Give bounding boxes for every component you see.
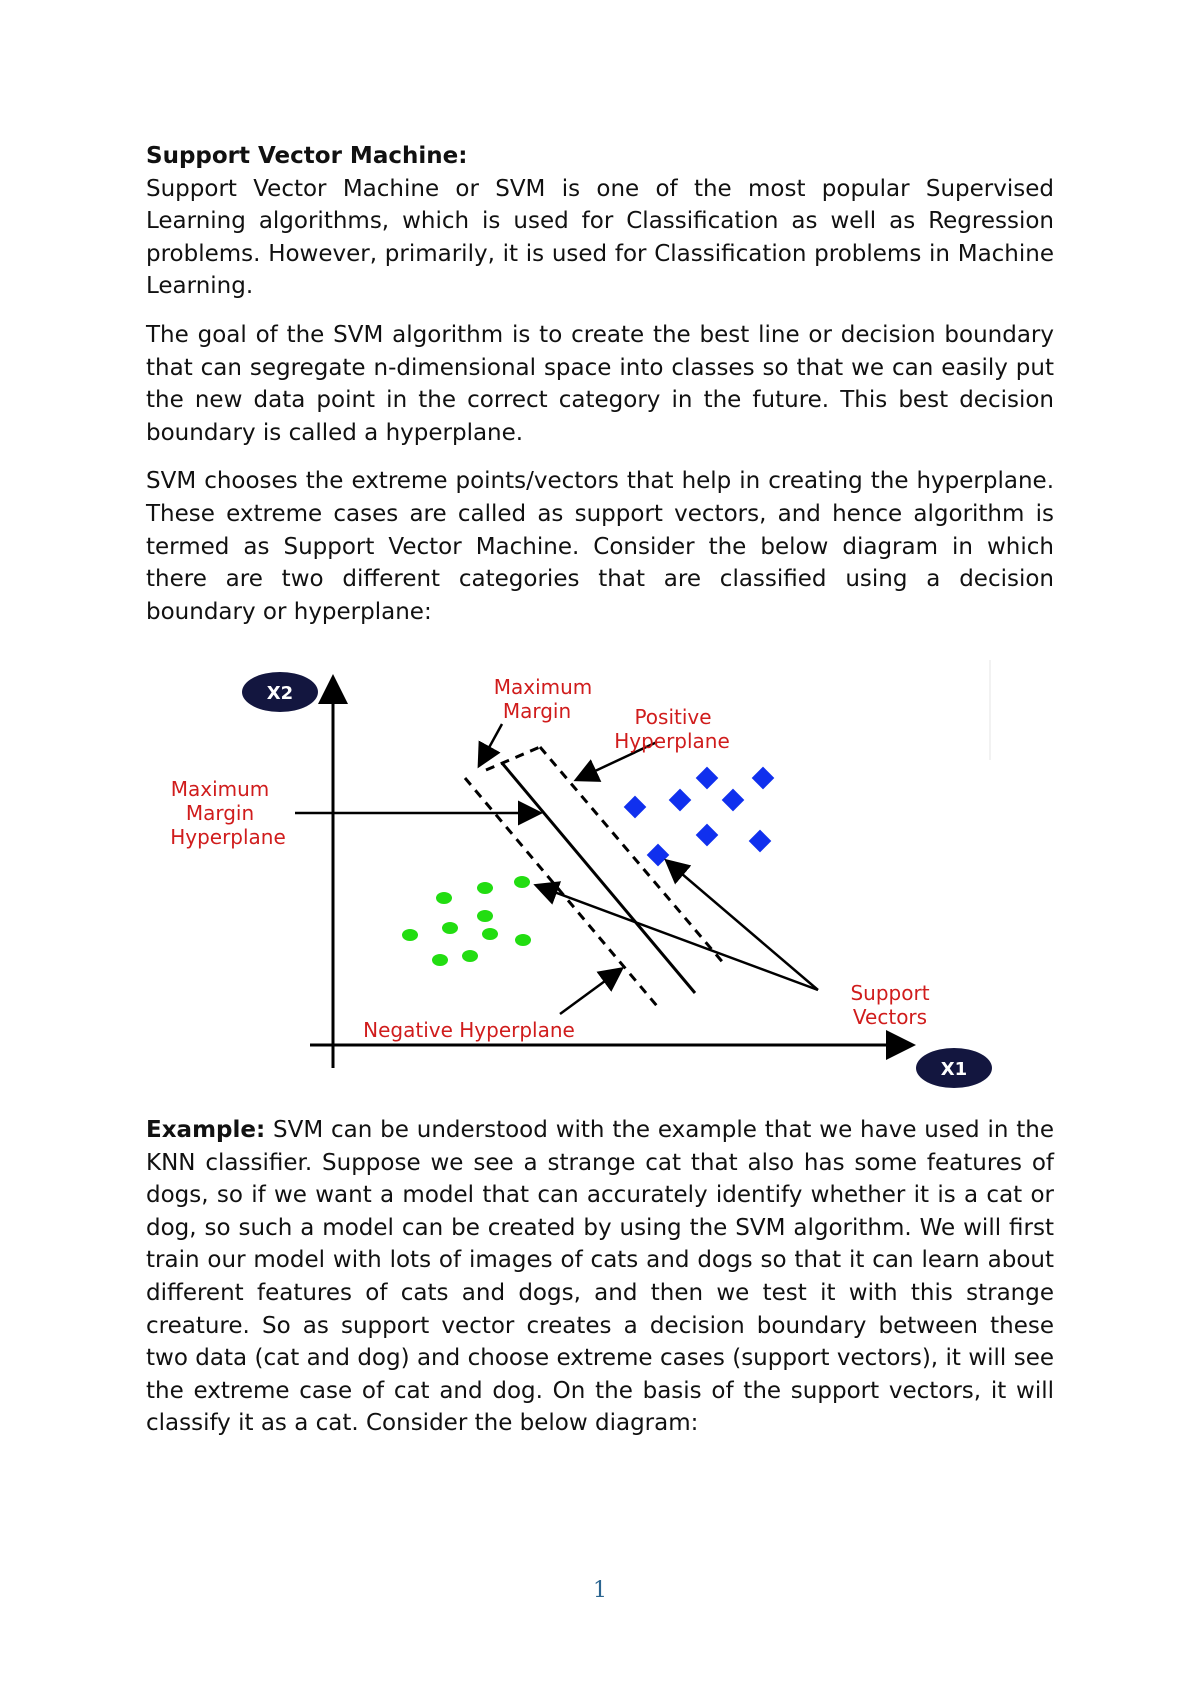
intro-section: [146, 140, 1054, 644]
x1-axis-label: X1: [940, 1059, 968, 1080]
label-positive-hyperplane-2: Hyperplane: [614, 729, 730, 753]
negative-point support-vector: [514, 876, 530, 888]
positive-point support-vector: [647, 844, 670, 867]
label-negative-hyperplane: Negative Hyperplane: [363, 1018, 575, 1042]
section-heading: Support Vector Machine:: [146, 143, 468, 169]
label-support-vectors-1: Support: [850, 981, 930, 1005]
label-positive-hyperplane-1: Positive: [634, 705, 712, 729]
positive-class-points: [624, 767, 775, 867]
negative-point: [482, 928, 498, 940]
label-mmh-3: Hyperplane: [170, 825, 286, 849]
label-support-vectors-2: Vectors: [852, 1005, 928, 1029]
label-mmh-1: Maximum: [170, 777, 270, 801]
example-section: [146, 1114, 1054, 1440]
positive-point: [696, 824, 719, 847]
arrow-maximum-margin: [480, 724, 502, 764]
negative-point: [442, 922, 458, 934]
page-number: 1: [593, 1578, 607, 1603]
positive-hyperplane-line: [540, 747, 725, 965]
svm-diagram-svg: [150, 650, 1010, 1090]
negative-point: [462, 950, 478, 962]
positive-point: [696, 767, 719, 790]
negative-point: [432, 954, 448, 966]
arrow-support-vector-positive: [668, 862, 818, 990]
example-label: Example:: [146, 1117, 266, 1143]
positive-point: [624, 796, 647, 819]
positive-point: [669, 789, 692, 812]
margin-span-line: [486, 747, 540, 770]
arrow-negative-hyperplane: [560, 970, 620, 1014]
positive-point: [722, 789, 745, 812]
positive-point: [749, 830, 772, 853]
example-text: SVM can be understood with the example that we have used in the KNN classifier. Suppose we see a strange cat that also has some features of dogs, so if we want a model that can accurately identify whether it is a cat or dog, so such a model can be created by using the SVM algorithm. We will first train our model with lots of images of cats and dogs so that it can learn about different features of cats and dogs, and then we test it with this strange creature. So as support vector creates a decision boundary between these two data (cat and dog) and choose extreme cases (support vectors), it will see the extreme case of cat and dog. On the basis of the support vectors, it will classify it as a cat. Consider the below diagram:: [146, 1117, 1054, 1437]
negative-point: [477, 882, 493, 894]
negative-point: [515, 934, 531, 946]
negative-point: [436, 892, 452, 904]
maximum-margin-hyperplane-line: [502, 763, 695, 993]
positive-point: [752, 767, 775, 790]
negative-point: [477, 910, 493, 922]
label-maximum-margin-2: Margin: [502, 699, 572, 723]
label-maximum-margin-1: Maximum: [493, 675, 593, 699]
svm-diagram: [150, 650, 1010, 1090]
x2-axis-label: X2: [266, 683, 294, 704]
paragraph-support-vectors: SVM chooses the extreme points/vectors that help in creating the hyperplane. These extreme cases are called as support vectors, and hence algorithm is termed as Support Vector Machine. Consider the below diagram in which there are two different categories that are classified using a decision boundary or hyperplane:: [146, 468, 1054, 625]
label-mmh-2: Margin: [185, 801, 255, 825]
negative-point: [402, 929, 418, 941]
paragraph-goal: The goal of the SVM algorithm is to create the best line or decision boundary that can segregate n-dimensional space into classes so that we can easily put the new data point in the correct category in the future. This best decision boundary is called a hyperplane.: [146, 321, 1054, 446]
negative-class-points: [402, 876, 531, 966]
paragraph-definition: Support Vector Machine or SVM is one of the most popular Supervised Learning algorithms, which is used for Classification as well as Regression problems. However, primarily, it is used for Classification problems in Machine Learning.: [146, 175, 1054, 300]
